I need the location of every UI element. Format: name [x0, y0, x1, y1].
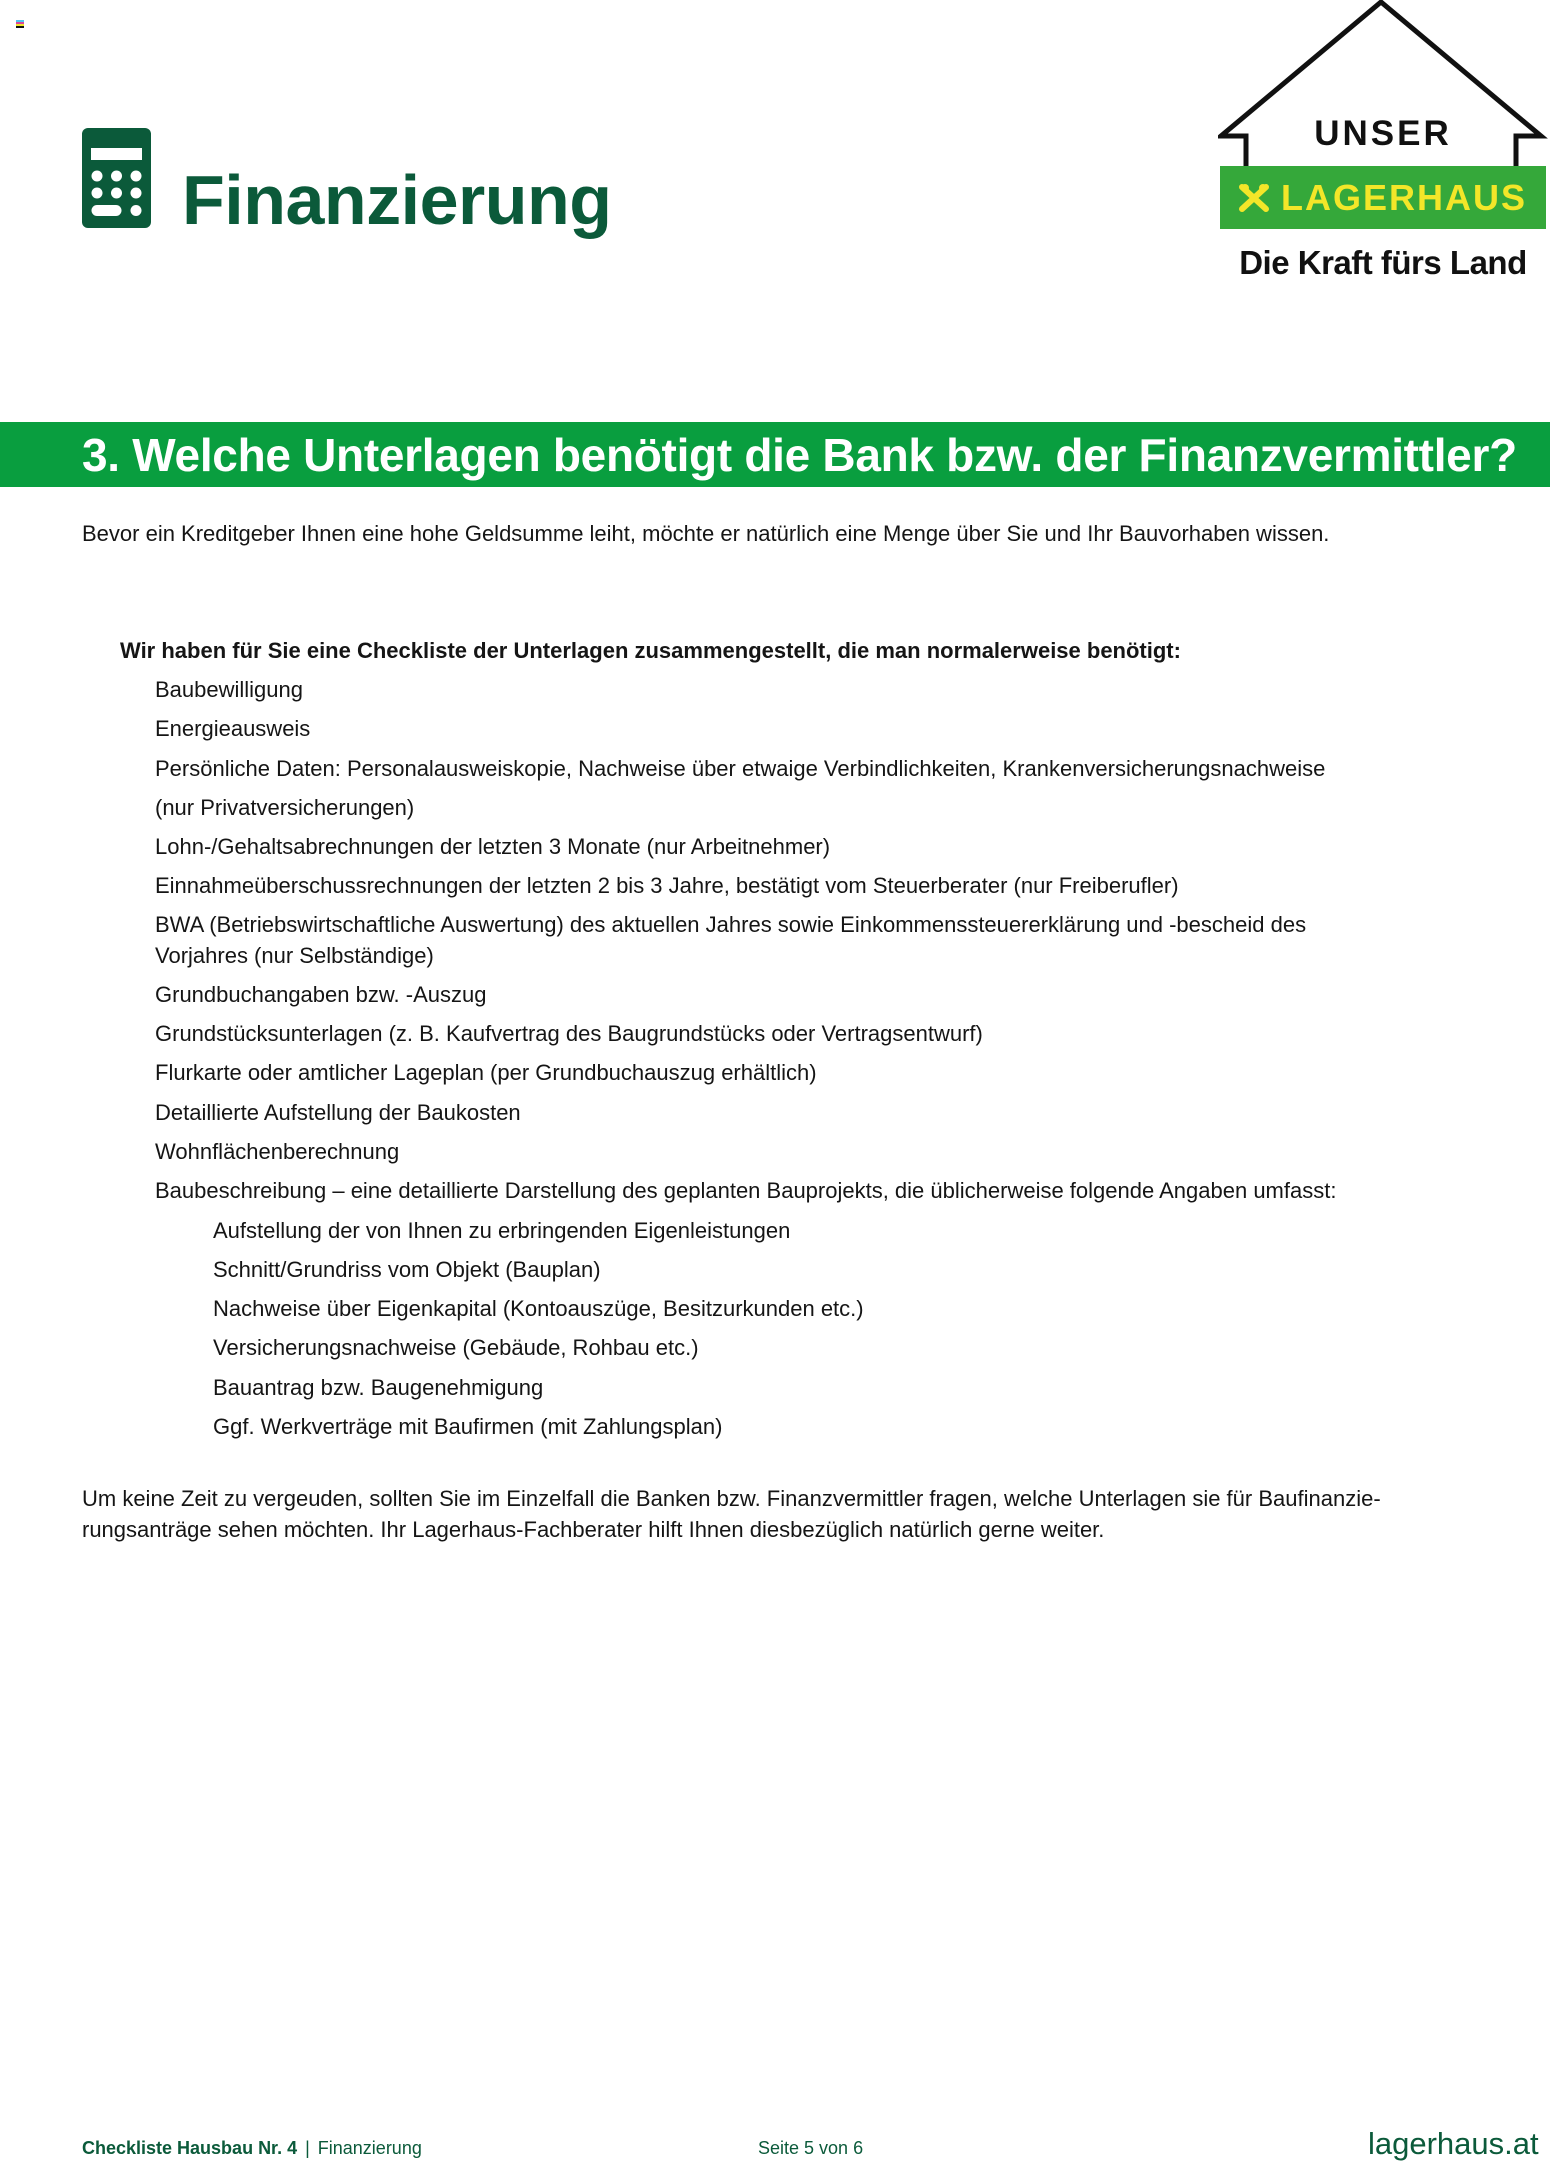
section-heading-band	[0, 422, 1550, 487]
checklist-item: Baubeschreibung – eine detaillierte Darstellung des geplanten Bauprojekts, die üblicherweise folgende Angaben umfasst:	[155, 1178, 1337, 1203]
checklist-sub-item: Ggf. Werkverträge mit Baufirmen (mit Zahlungsplan)	[213, 1414, 723, 1439]
checklist-sub-item: Versicherungsnachweise (Gebäude, Rohbau etc.)	[213, 1335, 699, 1360]
checklist-item-continuation: (nur Privatversicherungen)	[155, 795, 415, 820]
checklist-item: Grundbuchangaben bzw. -Auszug	[155, 982, 487, 1007]
checklist-item: Detaillierte Aufstellung der Baukosten	[155, 1100, 521, 1125]
footer-page-number: Seite 5 von 6	[758, 2138, 864, 2158]
logo-brand-band	[1220, 166, 1546, 229]
footer-website-link[interactable]: lagerhaus.at	[1368, 2126, 1539, 2161]
checklist-item: Wohnflächenberechnung	[155, 1139, 400, 1164]
page-title: Finanzierung	[182, 161, 612, 239]
checklist-item: Lohn-/Gehaltsabrechnungen der letzten 3 Monate (nur Arbeitnehmer)	[155, 834, 831, 859]
section-heading: 3. Welche Unterlagen benötigt die Bank bzw. der Finanzvermittler?	[82, 429, 1517, 481]
checklist-item: Flurkarte oder amtlicher Lageplan (per Grundbuchauszug erhältlich)	[155, 1060, 817, 1085]
crossed-gables-icon	[1239, 184, 1269, 212]
calculator-icon	[82, 128, 151, 228]
lagerhaus-logo	[1218, 0, 1548, 290]
closing-paragraph-line: Um keine Zeit zu vergeuden, sollten Sie im Einzelfall die Banken bzw. Finanzvermittler fragen, welche Unterlagen sie für Baufinanzie-	[82, 1486, 1381, 1511]
logo-tagline: Die Kraft fürs Land	[1239, 244, 1527, 281]
checklist-sub-item: Aufstellung der von Ihnen zu erbringenden Eigenleistungen	[213, 1218, 791, 1243]
black-swatch	[16, 26, 24, 28]
checklist-item: Grundstücksunterlagen (z. B. Kaufvertrag des Baugrundstücks oder Vertragsentwurf)	[155, 1021, 983, 1046]
print-color-bar	[16, 20, 24, 28]
footer-doc-name: Checkliste Hausbau Nr. 4	[82, 2138, 298, 2158]
checklist-item: BWA (Betriebswirtschaftliche Auswertung) des aktuellen Jahres sowie Einkommenssteuererklärung und -bescheid des	[155, 912, 1307, 937]
checklist-item: Baubewilligung	[155, 677, 303, 702]
checklist-item: Persönliche Daten: Personalausweiskopie, Nachweise über etwaige Verbindlichkeiten, Krankenversicherungsnachweise	[155, 756, 1326, 781]
checklist-lead: Wir haben für Sie eine Checkliste der Unterlagen zusammengestellt, die man normalerweise benötigt:	[120, 638, 1181, 663]
checklist-sub-item: Nachweise über Eigenkapital (Kontoauszüge, Besitzurkunden etc.)	[213, 1296, 864, 1321]
checklist-sub-item: Schnitt/Grundriss vom Objekt (Bauplan)	[213, 1257, 601, 1282]
logo-brand-word: LAGERHAUS	[1280, 176, 1527, 218]
checklist-item: Einnahmeüberschussrechnungen der letzten 2 bis 3 Jahre, bestätigt vom Steuerberater (nur Freiberufler)	[155, 873, 1179, 898]
footer-document-info	[82, 2138, 422, 2159]
footer-chapter: Finanzierung	[317, 2138, 422, 2158]
footer-separator: |	[305, 2138, 310, 2158]
intro-paragraph: Bevor ein Kreditgeber Ihnen eine hohe Geldsumme leiht, möchte er natürlich eine Menge über Sie und Ihr Bauvorhaben wissen.	[82, 521, 1330, 546]
closing-paragraph-line: rungsanträge sehen möchten. Ihr Lagerhaus-Fachberater hilft Ihnen diesbezüglich natürlich gerne weiter.	[82, 1517, 1105, 1542]
checklist-sub-item: Bauantrag bzw. Baugenehmigung	[213, 1375, 544, 1400]
logo-top-word: UNSER	[1314, 114, 1452, 153]
checklist-item-continuation: Vorjahres (nur Selbständige)	[155, 943, 434, 968]
checklist-item: Energieausweis	[155, 716, 311, 741]
